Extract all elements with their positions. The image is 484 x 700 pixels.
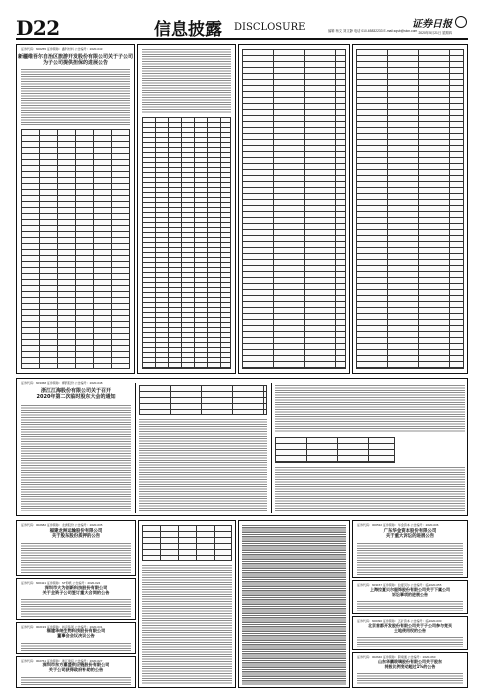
notice-body [21,405,131,511]
notice-body [275,467,465,511]
notice-block [352,616,468,650]
notice-block [16,656,136,688]
notice-title: 福建华纳生物科技股份有限公司 董事会会议决议公告 [46,628,106,638]
notice-title: 深圳市大为创新科技股份有限公司 关于全资子公司签订重大合同的公告 [42,585,110,595]
edition-info: 编辑 杨文 刘文静 电话 010-65832233 E-mail:zqsb@stcn.com [328,29,418,33]
notice-body [357,673,463,685]
issue-date: 2020年5月21日 星期四 [418,31,452,35]
notice-block [238,44,350,374]
masthead [16,14,468,40]
notice-code: 证券代码：002761 证券简称：浙江建投 公告编号：2020-027 [21,659,103,663]
newspaper-logo: 证券日报 [412,19,452,30]
notice-block [352,652,468,688]
notice-code: 证券代码：002640 证券简称：跨境通 公告编号：2020-060 [357,655,436,659]
notice-body [357,601,463,611]
notice-body [142,565,232,685]
notice-code: 证券代码：600421 证券简称：ST仰帆 公告编号：2020-024 [21,581,101,585]
notice-title: 山东华鹏玻璃股份有限公司关于股东 持股比例变动超过1%的公告 [378,659,442,669]
notice-title: 福建龙洲运输股份有限公司 关于股东股份质押的公告 [49,529,103,540]
data-table [275,437,395,463]
notice-body [21,599,131,617]
notice-title: 北京首都开发股份有限公司关于子公司参与竞买 土地使用权的公告 [368,623,452,633]
notice-block [16,520,136,576]
data-table [21,129,130,369]
notice-block [138,520,236,688]
notice-title: 浙江江海股份有限公司关于召开 2020年第二次临时股东大会的通知 [36,388,116,400]
notice-body [357,543,463,575]
notice-code: 证券代码：002193 证券简称：如意集团 公告编号：2020-031 [21,625,103,629]
data-table [139,385,267,415]
notice-title: 深圳市东方嘉盛供应链股份有限公司 关于公司获得政府补助的公告 [42,662,110,672]
notice-block [238,520,350,688]
data-table [142,525,232,561]
notice-code: 证券代码：600255 证券简称：鑫科材料 公告编号：2020-043 [21,47,103,51]
notice-code: 证券代码：600390 证券简称：五矿资本 公告编号：临2020-030 [357,619,442,623]
notice-body [242,525,346,685]
notice-block [16,622,136,654]
notice-block [16,378,468,516]
data-table [242,49,346,369]
data-table [356,49,464,369]
data-table [142,117,231,369]
notice-code: 证券代码：002682 证券简称：龙洲股份 公告编号：2020-035 [21,523,103,527]
notice-body [142,49,231,113]
notice-title: 广东华金资本股份有限公司 关于重大诉讼的进展公告 [383,529,437,540]
notice-block [16,44,135,374]
notice-code: 证券代码：603157 证券简称：拉夏贝尔 公告编号：临2020-055 [357,583,442,587]
notice-body [21,69,130,125]
notice-body [21,677,131,685]
notice-body [357,637,463,647]
notice-block [352,520,468,578]
notice-title: 上海拉夏贝尔服饰股份有限公司关于下属公司 诉讼事项的进展公告 [370,587,450,597]
notice-code: 证券代码：603368 证券简称：柳药股份 公告编号：2020-048 [21,381,103,385]
notice-block [16,578,136,620]
notice-body [21,643,131,651]
notice-block [352,580,468,614]
notice-code: 证券代码：000532 证券简称：华金资本 公告编号：2020-036 [357,523,439,527]
newspaper-seal-icon [455,16,467,28]
page-number: D22 [16,16,60,40]
notice-body [21,543,131,573]
section-title-english: DISCLOSURE [234,22,306,33]
notice-block [137,44,236,374]
notice-body [139,419,267,511]
section-title: 信息披露 [154,20,222,40]
notice-block [352,44,468,374]
notice-body [275,385,465,433]
notice-title: 新疆维吾尔自治区旅游开发股份有限公司关于子公司 为子公司提供担保的进展公告 [17,54,133,66]
